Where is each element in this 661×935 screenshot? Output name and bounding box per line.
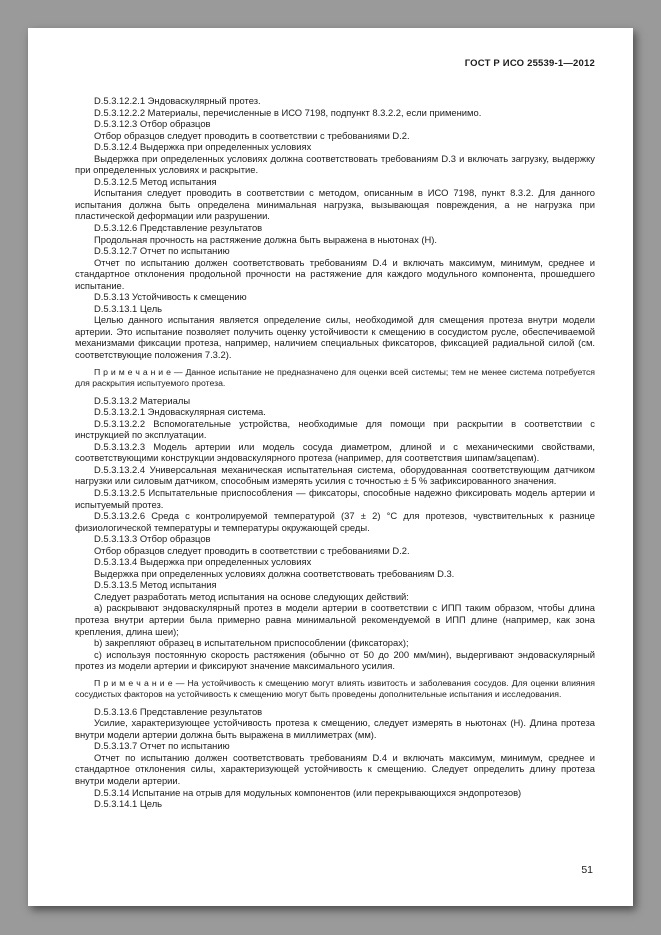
paragraph: Выдержка при определенных условиях должна соответствовать требованиям D.3 и включать загрузку, выдержку при определенных условиях и раскрытие.	[75, 152, 595, 176]
section-heading: D.5.3.13.5 Метод испытания	[94, 579, 217, 591]
paragraph: Следует разработать метод испытания на основе следующих действий:	[94, 590, 409, 602]
section-heading: D.5.3.12.7 Отчет по испытанию	[94, 245, 230, 257]
section-heading: D.5.3.12.2.2 Материалы, перечисленные в ИСО 7198, подпункт 8.3.2.2, если применимо.	[94, 106, 482, 118]
paragraph: D.5.3.13.2.5 Испытательные приспособления — фиксаторы, способные надежно фиксировать модель артерии и испытуемый протез.	[75, 486, 595, 510]
document-body	[75, 95, 595, 810]
paragraph: D.5.3.13.2.6 Среда с контролируемой температурой (37 ± 2) °С для протезов, чувствительных к разнице физиологической температуры и температуры окружающей среды.	[75, 510, 595, 533]
paragraph: Выдержка при определенных условиях должна соответствовать требованиям D.3.	[94, 567, 455, 579]
paragraph: D.5.3.13.2.3 Модель артерии или модель сосуда диаметром, длиной и с механическими свойствами, соответствующими конструкции эндоваскулярного протеза (например, для соответствия шипам/зацепам).	[75, 440, 595, 464]
page-number: 51	[581, 864, 593, 876]
paragraph: Испытания следует проводить в соответствии с методом, описанным в ИСО 7198, пункт 8.3.2. Для данного испытания должна быть определена минимальная нагрузка, вызывающая повреждения, а не нагрузка при пластической деформации или разрушении.	[75, 187, 595, 222]
section-heading: D.5.3.13.6 Представление результатов	[94, 705, 263, 717]
paragraph: Целью данного испытания является определение силы, необходимой для смещения протеза внутри модели артерии. Это испытание позволяет получить оценку устойчивости к смещению в сосудистом русле, обеспечиваемой механизмами фиксации протеза, например, наличием специальных фиксаторов, фиксацией радиальной силой (см. соответствующие положения 7.3.2).	[75, 314, 595, 361]
section-heading: D.5.3.12.5 Метод испытания	[94, 175, 217, 187]
section-heading: D.5.3.14.1 Цель	[94, 798, 163, 810]
document-page	[28, 28, 633, 906]
list-item-paragraph: a) раскрывают эндоваскулярный протез в модели артерии в соответствии с ИПП таким образом, чтобы длина протеза внутри артерии была примерно равна минимальной рекомендуемой в ИПП длине (например, как зона крепления, длина шеи);	[75, 602, 595, 637]
list-item-paragraph: c) используя постоянную скорость растяжения (обычно от 50 до 200 мм/мин), выдергивают эндоваскулярный протез из модели артерии и фиксируют значение максимального усилия.	[75, 648, 595, 672]
section-heading: D.5.3.13.2.1 Эндоваскулярная система.	[94, 406, 266, 418]
list-item-paragraph: b) закрепляют образец в испытательном приспособлении (фиксаторах);	[94, 637, 409, 649]
section-heading: D.5.3.12.4 Выдержка при определенных условиях	[94, 141, 312, 153]
paragraph: Усилие, характеризующее устойчивость протеза к смещению, следует измерять в ньютонах (Н). Длина протеза внутри модели артерии должна быть выражена в миллиметрах (мм).	[75, 717, 595, 740]
paragraph: D.5.3.13.2.2 Вспомогательные устройства, необходимые для помощи при раскрытии в соответствии с инструкцией по эксплуатации.	[75, 417, 595, 441]
section-heading: D.5.3.14 Испытание на отрыв для модульных компонентов (или перекрывающихся эндопротезов)	[94, 786, 522, 798]
section-heading: D.5.3.13.2 Материалы	[94, 394, 191, 406]
section-heading: D.5.3.13.4 Выдержка при определенных условиях	[94, 556, 312, 568]
section-heading: D.5.3.13.1 Цель	[94, 302, 163, 314]
section-heading: D.5.3.13.7 Отчет по испытанию	[94, 740, 230, 752]
paragraph: Отчет по испытанию должен соответствовать требованиям D.4 и включать максимум, минимум, среднее и стандартное отклонения силы, характеризующей устойчивость к смещению. Следует определить длину протеза внутри модели артерии.	[75, 751, 595, 786]
section-heading: D.5.3.13 Устойчивость к смещению	[94, 291, 247, 303]
section-heading: D.5.3.12.6 Представление результатов	[94, 222, 263, 234]
paragraph: Отбор образцов следует проводить в соответствии с требованиями D.2.	[94, 544, 410, 556]
note-paragraph: П р и м е ч а н и е — На устойчивость к смещению могут влиять извитость и заболевания сосудов. Для оценки влияния сосудистых факторов на устойчивость к смещению могут быть проведены дополнительные испытания и исследования.	[75, 677, 595, 699]
paragraph: Продольная прочность на растяжение должна быть выражена в ньютонах (Н).	[94, 233, 438, 245]
paragraph: Отбор образцов следует проводить в соответствии с требованиями D.2.	[94, 129, 410, 141]
section-heading: D.5.3.13.3 Отбор образцов	[94, 533, 211, 545]
section-heading: D.5.3.12.3 Отбор образцов	[94, 118, 211, 130]
note-paragraph: П р и м е ч а н и е — Данное испытание не предназначено для оценки всей системы; тем не менее система потребуется для раскрытия испытуемого протеза.	[75, 366, 595, 388]
paragraph: D.5.3.13.2.4 Универсальная механическая испытательная система, оборудованная соответствующим датчиком нагрузки или силовым датчиком, способным измерять усилия с точностью ± 5 % зафиксированного значения.	[75, 463, 595, 487]
section-heading: D.5.3.12.2.1 Эндоваскулярный протез.	[94, 95, 261, 106]
document-header-title: ГОСТ Р ИСО 25539-1—2012	[464, 58, 595, 69]
paragraph: Отчет по испытанию должен соответствовать требованиям D.4 и включать максимум, минимум, среднее и стандартное отклонения продольной прочности на растяжение для каждого модульного компонента, прошедшего испытание.	[75, 256, 595, 291]
